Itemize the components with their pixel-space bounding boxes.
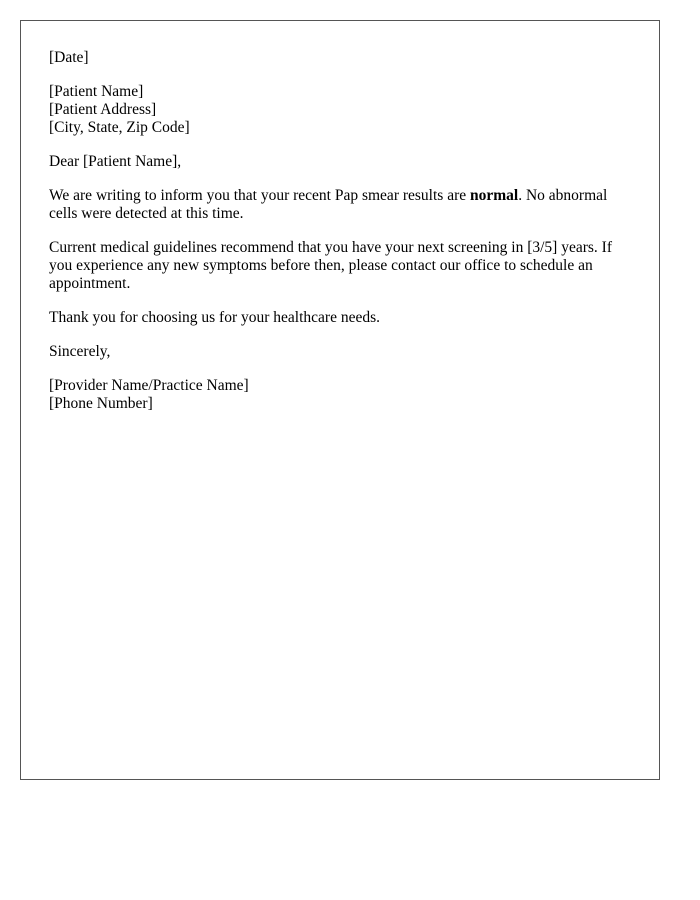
salutation: Dear [Patient Name], xyxy=(49,153,182,170)
results-paragraph xyxy=(49,187,639,223)
recipient-address: [Patient Address] xyxy=(49,101,157,118)
recipient-name: [Patient Name] xyxy=(49,83,144,100)
thanks-paragraph: Thank you for choosing us for your healthcare needs. xyxy=(49,309,380,326)
letter-body xyxy=(49,49,639,429)
date-block xyxy=(49,49,639,67)
letter-date: [Date] xyxy=(49,49,89,66)
recipient-city-state-zip: [City, State, Zip Code] xyxy=(49,119,190,136)
letter-page xyxy=(20,20,660,780)
recipient-address-block xyxy=(49,83,639,137)
signature-block xyxy=(49,377,639,413)
phone-number: [Phone Number] xyxy=(49,395,153,412)
results-text-before: We are writing to inform you that your recent Pap smear results are xyxy=(49,187,470,204)
screening-paragraph: Current medical guidelines recommend that you have your next screening in [3/5] years. If you experience any new symptoms before then, please contact our office to schedule an appointment. xyxy=(49,239,612,292)
results-text-after: . No abnormal cells were detected at this time. xyxy=(49,187,608,222)
closing: Sincerely, xyxy=(49,343,111,360)
results-status: normal xyxy=(470,187,519,204)
provider-name: [Provider Name/Practice Name] xyxy=(49,377,249,394)
